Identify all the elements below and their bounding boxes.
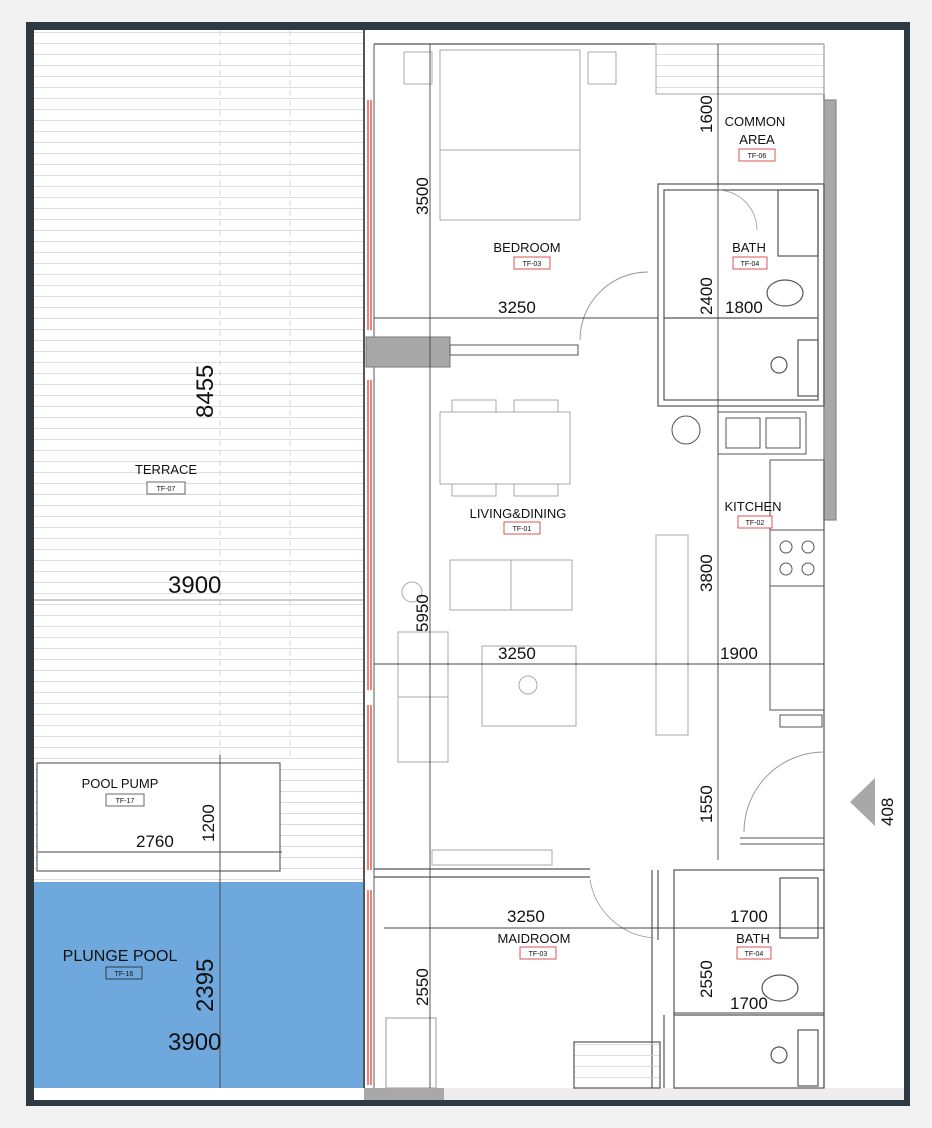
- pool-pump-tag: TF-17: [115, 798, 135, 805]
- kitchen-label: KITCHEN: [724, 499, 782, 514]
- common-height-dim: 1600: [697, 95, 716, 133]
- entry-marker-label: 408: [878, 797, 897, 826]
- bottom-strip: [364, 1088, 904, 1100]
- common-area-tag: TF-06: [747, 153, 767, 160]
- bath-lower-tag: TF-04: [744, 951, 764, 958]
- living-width-dim: 3250: [498, 644, 536, 663]
- pump-deck: [286, 795, 364, 867]
- kitchen-width-dim: 1900: [720, 644, 758, 663]
- plunge-pool-label: PLUNGE POOL: [62, 948, 178, 965]
- pool-pump-width-dim: 2760: [136, 832, 174, 851]
- plunge-pool-height-dim: 2395: [192, 958, 219, 1012]
- structural-column: [366, 337, 450, 367]
- pool-pump-height-dim: 1200: [199, 804, 218, 842]
- plunge-pool-width-dim: 3900: [168, 1029, 222, 1056]
- living-label: LIVING&DINING: [469, 506, 567, 521]
- bath-lower-width2-dim: 1700: [730, 994, 768, 1013]
- bath-upper-label: BATH: [732, 240, 766, 255]
- bedroom-label: BEDROOM: [493, 240, 561, 255]
- living-tag: TF-01: [512, 526, 532, 533]
- common-area-label-2: AREA: [739, 132, 775, 147]
- maidroom-tag: TF-03: [528, 951, 548, 958]
- bath-lower-width-dim: 1700: [730, 907, 768, 926]
- maid-height-dim: 2550: [413, 968, 432, 1006]
- sliding-partition: [450, 345, 578, 355]
- terrace-height-dim: 8455: [192, 364, 219, 418]
- kitchen-tag: TF-02: [745, 520, 765, 527]
- bath-upper-height-dim: 2400: [697, 277, 716, 315]
- terrace-label: TERRACE: [134, 462, 198, 477]
- floor-plan: [34, 30, 904, 1100]
- bath-lower-label: BATH: [736, 931, 770, 946]
- bedroom-height-dim: 3500: [413, 177, 432, 215]
- common-area-label-1: COMMON: [724, 114, 786, 129]
- pool-pump-area: [37, 763, 280, 871]
- bath-upper-tag: TF-04: [740, 261, 760, 268]
- column-bottom: [364, 1088, 444, 1100]
- maid-width-dim: 3250: [507, 907, 545, 926]
- pool-pump-label: POOL PUMP: [81, 776, 159, 791]
- terrace-width-dim: 3900: [168, 572, 222, 599]
- plunge-pool-tag: TF-16: [114, 971, 134, 978]
- terrace-tag: TF-07: [156, 486, 176, 493]
- bath-lower-height-dim: 2550: [697, 960, 716, 998]
- maidroom-label: MAIDROOM: [497, 931, 571, 946]
- kitchen-height-dim: 3800: [697, 554, 716, 592]
- corridor-height-dim: 1550: [697, 785, 716, 823]
- bedroom-width-dim: 3250: [498, 298, 536, 317]
- bath-upper-width-dim: 1800: [725, 298, 763, 317]
- bedroom-tag: TF-03: [522, 261, 542, 268]
- living-height-dim: 5950: [413, 594, 432, 632]
- terrace-area: [34, 30, 364, 880]
